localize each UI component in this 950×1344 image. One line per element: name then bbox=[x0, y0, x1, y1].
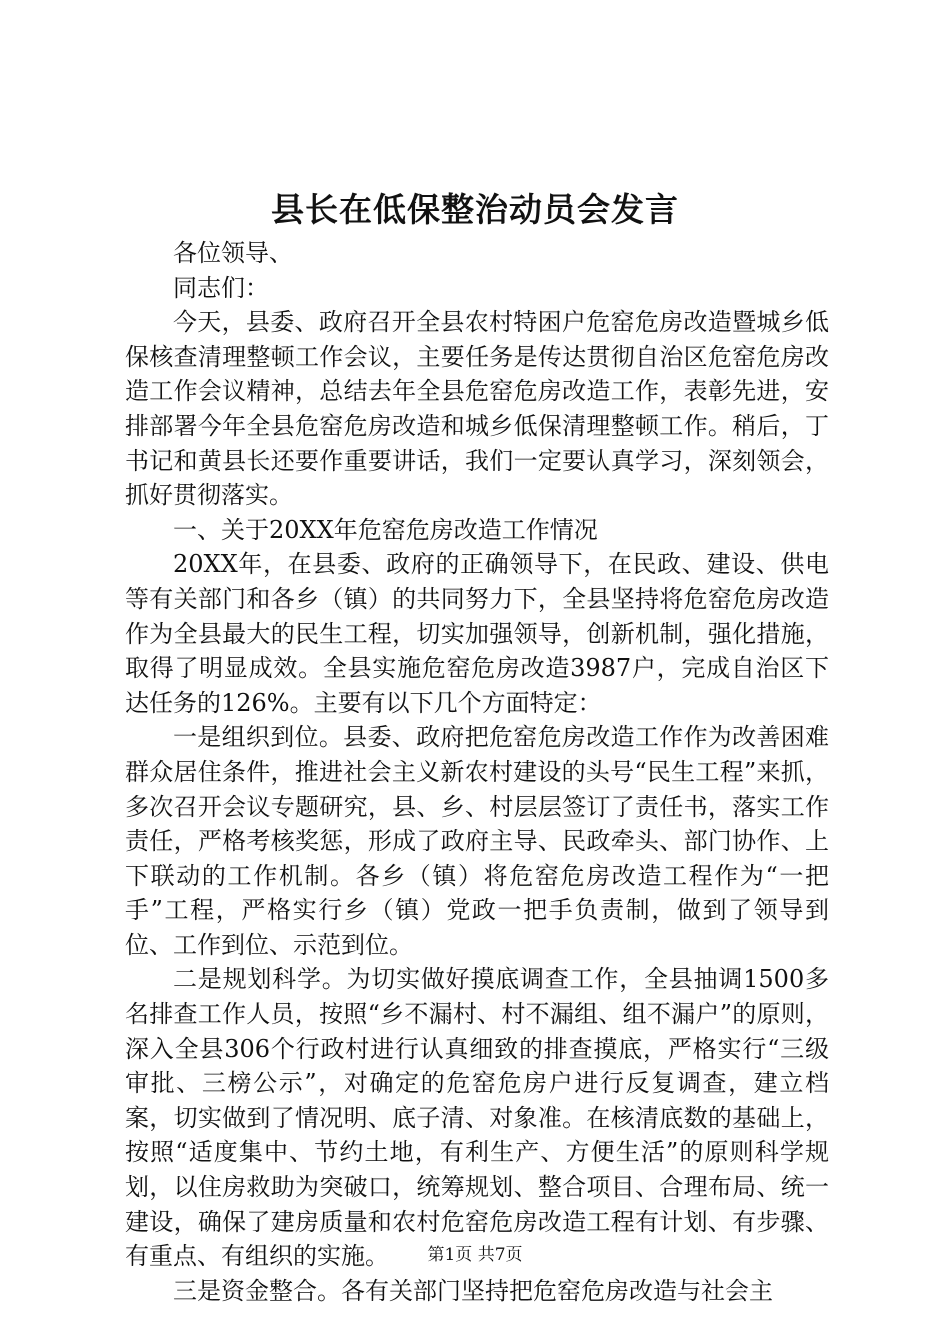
section-heading-1: 一、关于20XX年危窑危房改造工作情况 bbox=[173, 515, 598, 544]
document-body bbox=[125, 236, 829, 1308]
salutation-comrades: 同志们： bbox=[173, 273, 269, 302]
paragraph-funding: 三是资金整合。各有关部门坚持把危窑危房改造与社会主 bbox=[173, 1276, 773, 1305]
salutation-leaders: 各位领导、 bbox=[173, 239, 293, 267]
paragraph-intro: 今天，县委、政府召开全县农村特困户危窑危房改造暨城乡低保核查清理整顿工作会议，主要任务是传达贯彻自治区危窑危房改造工作会议精神，总结去年全县危窑危房改造工作，表彰先进，安排部署今年全县危窑危房改造和城乡低保清理整顿工作。稍后，丁书记和黄县长还要作重要讲话，我们一定要认真学习，深刻领会，抓好贯彻落实。 bbox=[125, 308, 829, 510]
paragraph-planning: 二是规划科学。为切实做好摸底调查工作，全县抽调1500多名排查工作人员，按照“乡不漏村、村不漏组、组不漏户”的原则，深入全县306个行政村进行认真细致的排查摸底，严格实行“三级审批、三榜公示”，对确定的危窑危房户进行反复调查，建立档案，切实做到了情况明、底子清、对象准。在核清底数的基础上，按照“适度集中、节约土地，有利生产、方便生活”的原则科学规划，以住房救助为突破口，统筹规划、整合项目、合理布局、统一建设，确保了建房质量和农村危窑危房改造工程有计划、有步骤、有重点、有组织的实施。 bbox=[125, 965, 829, 1271]
page-footer: 第1页 共7页 bbox=[427, 1245, 523, 1265]
document-title: 县长在低保整治动员会发言 bbox=[271, 190, 679, 229]
paragraph-summary: 20XX年，在县委、政府的正确领导下，在民政、建设、供电等有关部门和各乡（镇）的共同努力下，全县坚持将危窑危房改造作为全县最大的民生工程，切实加强领导，创新机制，强化措施，取得了明显成效。全县实施危窑危房改造3987户，完成自治区下达任务的126%。主要有以下几个方面特定： bbox=[125, 550, 829, 717]
paragraph-organization: 一是组织到位。县委、政府把危窑危房改造工作作为改善困难群众居住条件，推进社会主义新农村建设的头号“民生工程”来抓，多次召开会议专题研究，县、乡、村层层签订了责任书，落实工作责任，严格考核奖惩，形成了政府主导、民政牵头、部门协作、上下联动的工作机制。各乡（镇）将危窑危房改造工程作为“一把手”工程，严格实行乡（镇）党政一把手负责制，做到了领导到位、工作到位、示范到位。 bbox=[125, 723, 829, 959]
